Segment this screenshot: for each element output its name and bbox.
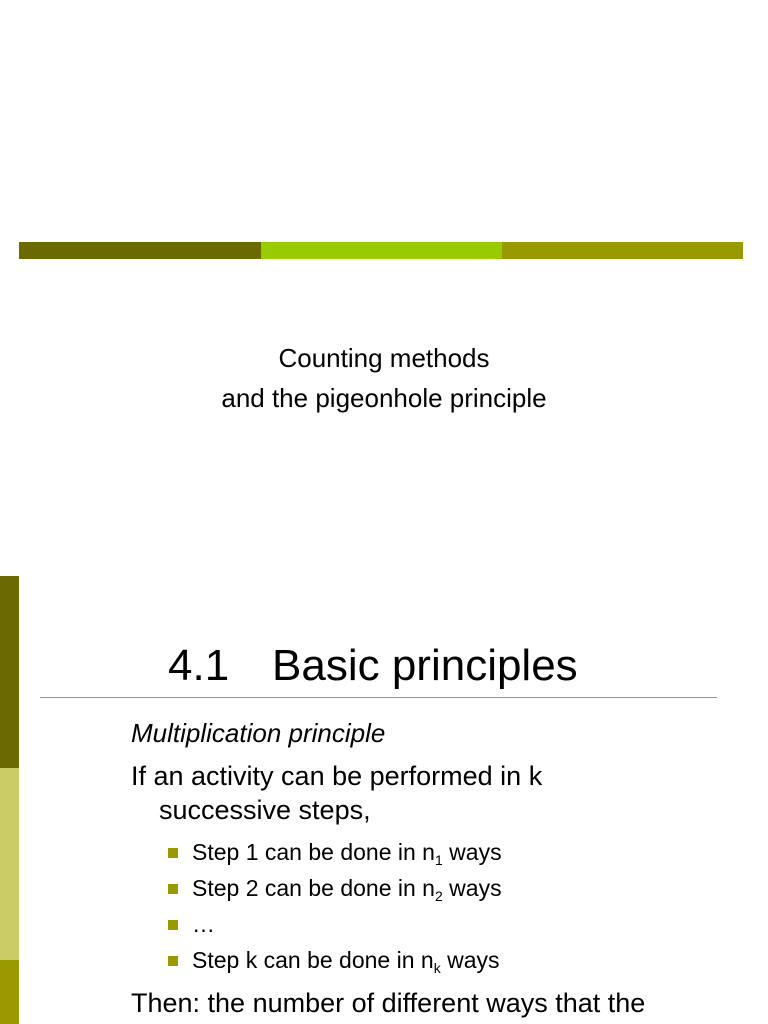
subtitle: Multiplication principle: [131, 718, 386, 748]
square-bullet-icon: [168, 884, 178, 894]
list-item: Step 2 can be done in $n_2$ ways: [168, 872, 502, 908]
slide-title-line1: Counting methods: [278, 343, 490, 373]
slide-title: [0, 338, 768, 418]
side-bar-segment-dark: [0, 576, 19, 768]
title-bar-segment-green: [261, 242, 502, 259]
section-heading: [168, 638, 578, 694]
list-item: Step 1 can be done in $n_1$ ways: [168, 836, 502, 872]
square-bullet-icon: [168, 848, 178, 858]
section-title: Basic principles: [272, 641, 578, 690]
content-slide: [0, 576, 768, 1024]
list-item: Step k can be done in $n_k$ ways: [168, 944, 502, 980]
principle-paragraph: [131, 759, 691, 827]
paragraph-line1: If an activity can be performed in k: [131, 761, 543, 791]
square-bullet-icon: [168, 920, 178, 930]
list-item: …: [168, 908, 502, 944]
side-bar-segment-light: [0, 768, 19, 960]
slide-title-line2: and the pigeonhole principle: [221, 383, 547, 413]
conclusion-text: Then: the number of different ways that the: [131, 988, 646, 1018]
section-number: 4.1: [168, 641, 230, 690]
title-bar-segment-dark: [19, 242, 261, 259]
square-bullet-icon: [168, 956, 178, 966]
title-bar-segment-olive: [502, 242, 743, 259]
heading-underline: [40, 697, 717, 698]
steps-list: [168, 836, 502, 980]
paragraph-line2: successive steps,: [159, 795, 371, 825]
side-bar-segment-olive: [0, 960, 19, 1024]
